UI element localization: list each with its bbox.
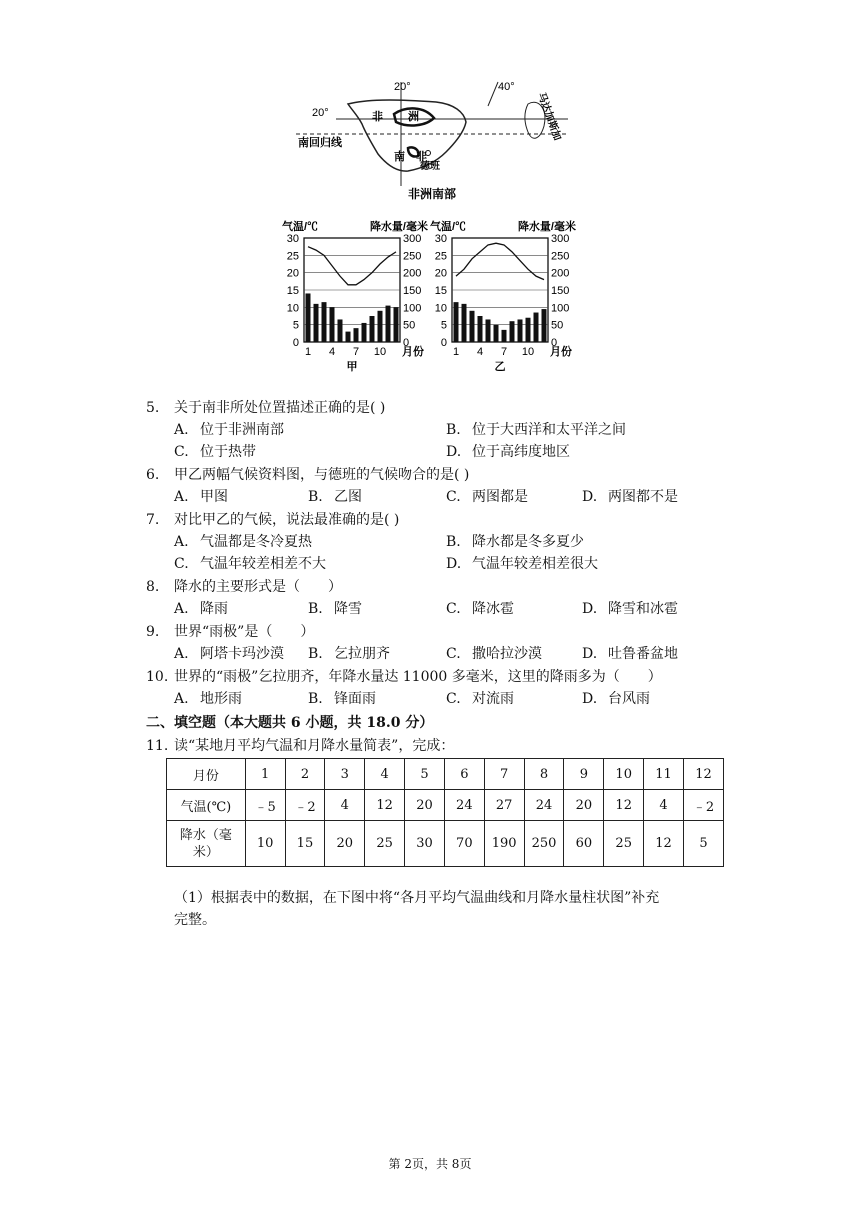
question-11-sub1-line1: （1）根据表中的数据，在下图中将“各月平均气温曲线和月降水量柱状图”补充: [174, 890, 660, 906]
chart-tick-right: 250: [551, 250, 570, 263]
option-text: 撒哈拉沙漠: [472, 646, 542, 662]
table-cell-temperature: ﹣2: [285, 790, 325, 821]
africa-south-map: [296, 76, 576, 206]
chart-tick-left: 10: [286, 302, 299, 315]
option-letter: C.: [446, 489, 461, 505]
option-letter: D.: [582, 601, 598, 617]
chart-tick-x: 1: [304, 346, 312, 358]
chart-tick-left: 20: [286, 267, 299, 280]
option-text: 台风雨: [608, 691, 650, 707]
question-11-number: 11.: [146, 738, 169, 754]
question-number: 10.: [146, 669, 169, 685]
table-cell-precipitation: 70: [444, 821, 484, 867]
chart-precip-bar: [354, 328, 359, 342]
option-letter: D.: [446, 444, 462, 460]
map-south-africa-label2: 非: [416, 151, 427, 163]
chart-precip-bar: [394, 307, 399, 342]
chart-tick-x: 7: [500, 346, 508, 358]
option-text: 对流雨: [472, 691, 514, 707]
table-cell-precipitation: 60: [564, 821, 604, 867]
chart-xlabel: 月份: [550, 346, 572, 358]
option-letter: D.: [582, 691, 598, 707]
option-letter: C.: [446, 646, 461, 662]
option-letter: B.: [308, 646, 323, 662]
chart-temperature-line: [308, 247, 396, 285]
chart-precip-bar: [470, 311, 475, 342]
option-text: 甲图: [200, 489, 228, 505]
question-text: 对比甲乙的气候，说法最准确的是( ): [174, 512, 400, 528]
chart-tick-left: 0: [292, 337, 299, 349]
table-cell-month: 3: [325, 759, 365, 790]
option-letter: D.: [582, 489, 598, 505]
option-letter: D.: [582, 646, 598, 662]
table-cell-precipitation: 25: [365, 821, 405, 867]
table-cell-temperature: 12: [365, 790, 405, 821]
table-cell-temperature: 4: [644, 790, 684, 821]
option-text: 位于大西洋和太平洋之间: [472, 422, 626, 438]
table-cell-month: 8: [524, 759, 564, 790]
table-cell-precipitation: 250: [524, 821, 564, 867]
option-text: 气温年较差相差很大: [472, 556, 598, 572]
chart-tick-x: 10: [521, 346, 535, 358]
chart-temperature-line: [456, 243, 544, 279]
option-letter: B.: [446, 422, 461, 438]
chart-precip-bar: [462, 304, 467, 342]
chart-tick-x: 4: [328, 346, 336, 358]
table-row-precipitation: [167, 821, 724, 867]
map-tropic-label: 南回归线: [298, 137, 342, 149]
table-row-month: [167, 759, 724, 790]
table-cell-temperature: ﹣2: [683, 790, 723, 821]
option-text: 两图都是: [472, 489, 528, 505]
option-text: 位于高纬度地区: [472, 444, 570, 460]
chart-tick-right: 100: [403, 302, 422, 315]
option-letter: A.: [174, 646, 189, 662]
option-text: 降水都是冬多夏少: [472, 534, 584, 550]
table-cell-month: 10: [604, 759, 644, 790]
map-africa-label: 非: [372, 111, 383, 123]
table-cell-temperature: 24: [524, 790, 564, 821]
chart-precip-bar: [330, 307, 335, 342]
table-row-temperature: [167, 790, 724, 821]
chart-label: 甲: [346, 361, 358, 373]
option-text: 锋面雨: [334, 691, 376, 707]
table-cell-temperature: 27: [484, 790, 524, 821]
chart-precip-bar: [534, 313, 539, 342]
option-letter: A.: [174, 422, 189, 438]
chart-tick-x: 7: [352, 346, 360, 358]
chart-precip-bar: [486, 319, 491, 342]
chart-tick-right: 100: [551, 302, 570, 315]
chart-precip-bar: [346, 332, 351, 342]
table-cell-month: 5: [405, 759, 445, 790]
map-madagascar-label: 马达加斯加: [535, 91, 563, 143]
table-cell-precipitation: 10: [245, 821, 285, 867]
table-cell-temperature: 4: [325, 790, 365, 821]
chart-tick-left: 30: [286, 233, 299, 245]
chart-label: 乙: [494, 361, 506, 373]
option-text: 降雨: [200, 601, 228, 617]
table-head-precip: 降水（毫 米）: [167, 821, 246, 867]
chart-tick-right: 150: [551, 285, 570, 297]
chart-tick-right: 300: [403, 233, 422, 245]
chart-tick-x: 1: [452, 346, 460, 358]
chart-precip-bar: [510, 321, 515, 342]
chart-tick-left: 25: [434, 250, 447, 263]
option-letter: B.: [446, 534, 461, 550]
question-11-sub1-line2: 完整。: [174, 912, 216, 928]
chart-tick-right: 0: [403, 337, 410, 349]
table-cell-precipitation: 15: [285, 821, 325, 867]
chart-precip-bar: [454, 302, 459, 342]
chart-precip-bar: [386, 306, 391, 342]
option-text: 阿塔卡玛沙漠: [200, 646, 284, 662]
chart-tick-left: 30: [434, 233, 447, 245]
table-cell-temperature: 20: [405, 790, 445, 821]
question-text: 甲乙两幅气候资料图，与德班的气候吻合的是( ): [174, 467, 470, 483]
climate-data-table: [166, 758, 724, 867]
question-text: 世界“雨极”是（ ）: [174, 624, 315, 640]
question-11-text: 读“某地月平均气温和月降水量简表”，完成：: [174, 738, 455, 754]
chart-tick-left: 5: [440, 319, 447, 332]
option-text: 气温都是冬冷夏热: [200, 534, 312, 550]
chart-precip-bar: [338, 319, 343, 342]
chart-tick-x: 10: [373, 346, 387, 358]
chart-precip-bar: [502, 330, 507, 342]
option-letter: A.: [174, 534, 189, 550]
map-durban-label: 德班: [420, 161, 440, 172]
option-text: 位于非洲南部: [200, 422, 284, 438]
chart-tick-left: 10: [434, 302, 447, 315]
option-text: 乙图: [334, 489, 362, 505]
option-letter: C.: [446, 691, 461, 707]
table-cell-temperature: 12: [604, 790, 644, 821]
question-text: 降水的主要形式是（ ）: [174, 579, 342, 595]
chart-tick-left: 15: [286, 285, 299, 297]
option-text: 吐鲁番盆地: [608, 646, 678, 662]
chart-tick-left: 0: [440, 337, 447, 349]
option-text: 降雪和冰雹: [608, 601, 678, 617]
table-head-temperature: 气温(℃): [167, 790, 246, 821]
chart-precip-bar: [478, 316, 483, 342]
table-cell-precipitation: 20: [325, 821, 365, 867]
question-number: 8.: [146, 579, 160, 595]
table-cell-month: 4: [365, 759, 405, 790]
page-footer: 第 2页，共 8页: [388, 1157, 472, 1171]
table-cell-month: 2: [285, 759, 325, 790]
option-text: 地形雨: [200, 691, 242, 707]
chart-tick-right: 200: [403, 267, 422, 280]
chart-ylabel-right: 降水量/毫米: [517, 221, 576, 233]
option-text: 两图都不是: [608, 489, 678, 505]
chart-tick-left: 25: [286, 250, 299, 263]
option-text: 降冰雹: [472, 601, 514, 617]
table-cell-precipitation: 25: [604, 821, 644, 867]
map-lat-20: 20°: [312, 107, 329, 119]
question-number: 9.: [146, 624, 160, 640]
chart-ylabel-left: 气温/℃: [282, 221, 319, 233]
section-heading: 二、填空题（本大题共 6 小题，共 18.0 分）: [146, 715, 434, 731]
table-cell-month: 6: [444, 759, 484, 790]
map-graphic: [296, 76, 576, 206]
map-caption: 非洲南部: [408, 187, 457, 201]
option-letter: C.: [174, 556, 189, 572]
chart-tick-right: 250: [403, 250, 422, 263]
option-text: 气温年较差相差不大: [200, 556, 326, 572]
question-number: 6.: [146, 467, 160, 483]
table-cell-temperature: 20: [564, 790, 604, 821]
climate-charts: [282, 216, 582, 376]
option-text: 降雪: [334, 601, 362, 617]
chart-precip-bar: [494, 325, 499, 342]
table-cell-month: 7: [484, 759, 524, 790]
option-letter: A.: [174, 489, 189, 505]
option-letter: B.: [308, 489, 323, 505]
chart-precip-bar: [518, 319, 523, 342]
question-number: 5.: [146, 400, 160, 416]
option-letter: D.: [446, 556, 462, 572]
chart-precip-bar: [526, 318, 531, 342]
option-letter: A.: [174, 691, 189, 707]
map-lon-20: 20°: [394, 81, 411, 93]
table-cell-month: 1: [245, 759, 285, 790]
chart-tick-left: 15: [434, 285, 447, 297]
table-cell-precipitation: 12: [644, 821, 684, 867]
chart-tick-left: 5: [292, 319, 299, 332]
map-lon-40: 40°: [498, 81, 515, 93]
table-head-month: 月份: [167, 759, 246, 790]
map-south-africa-label: 南: [394, 151, 405, 163]
table-cell-month: 12: [683, 759, 723, 790]
chart-ylabel-left: 气温/℃: [430, 221, 467, 233]
chart-precip-bar: [322, 302, 327, 342]
chart-precip-bar: [314, 304, 319, 342]
climate-charts-svg: [282, 216, 582, 376]
chart-precip-bar: [542, 309, 547, 342]
question-text: 关于南非所处位置描述正确的是( ): [174, 400, 386, 416]
option-letter: B.: [308, 601, 323, 617]
option-letter: A.: [174, 601, 189, 617]
chart-tick-x: 4: [476, 346, 484, 358]
option-letter: B.: [308, 691, 323, 707]
chart-xlabel: 月份: [402, 346, 424, 358]
chart-tick-right: 300: [551, 233, 570, 245]
table-cell-month: 9: [564, 759, 604, 790]
option-letter: C.: [174, 444, 189, 460]
table-cell-precipitation: 190: [484, 821, 524, 867]
chart-precip-bar: [378, 311, 383, 342]
chart-tick-right: 200: [551, 267, 570, 280]
chart-tick-right: 150: [403, 285, 422, 297]
chart-precip-bar: [362, 323, 367, 342]
chart-ylabel-right: 降水量/毫米: [369, 221, 428, 233]
table-cell-temperature: 24: [444, 790, 484, 821]
chart-tick-right: 50: [403, 319, 416, 332]
table-cell-precipitation: 30: [405, 821, 445, 867]
option-text: 乞拉朋齐: [334, 646, 390, 662]
option-letter: C.: [446, 601, 461, 617]
chart-precip-bar: [306, 293, 311, 342]
chart-tick-right: 0: [551, 337, 558, 349]
table-cell-month: 11: [644, 759, 684, 790]
map-africa-label2: 洲: [408, 111, 419, 123]
chart-tick-left: 20: [434, 267, 447, 280]
table-cell-precipitation: 5: [683, 821, 723, 867]
chart-tick-right: 50: [551, 319, 564, 332]
chart-precip-bar: [370, 316, 375, 342]
option-text: 位于热带: [200, 444, 256, 460]
question-number: 7.: [146, 512, 160, 528]
question-text: 世界的“雨极”乞拉朋齐，年降水量达 11000 多毫米，这里的降雨多为（ ）: [174, 669, 662, 685]
table-cell-temperature: ﹣5: [245, 790, 285, 821]
